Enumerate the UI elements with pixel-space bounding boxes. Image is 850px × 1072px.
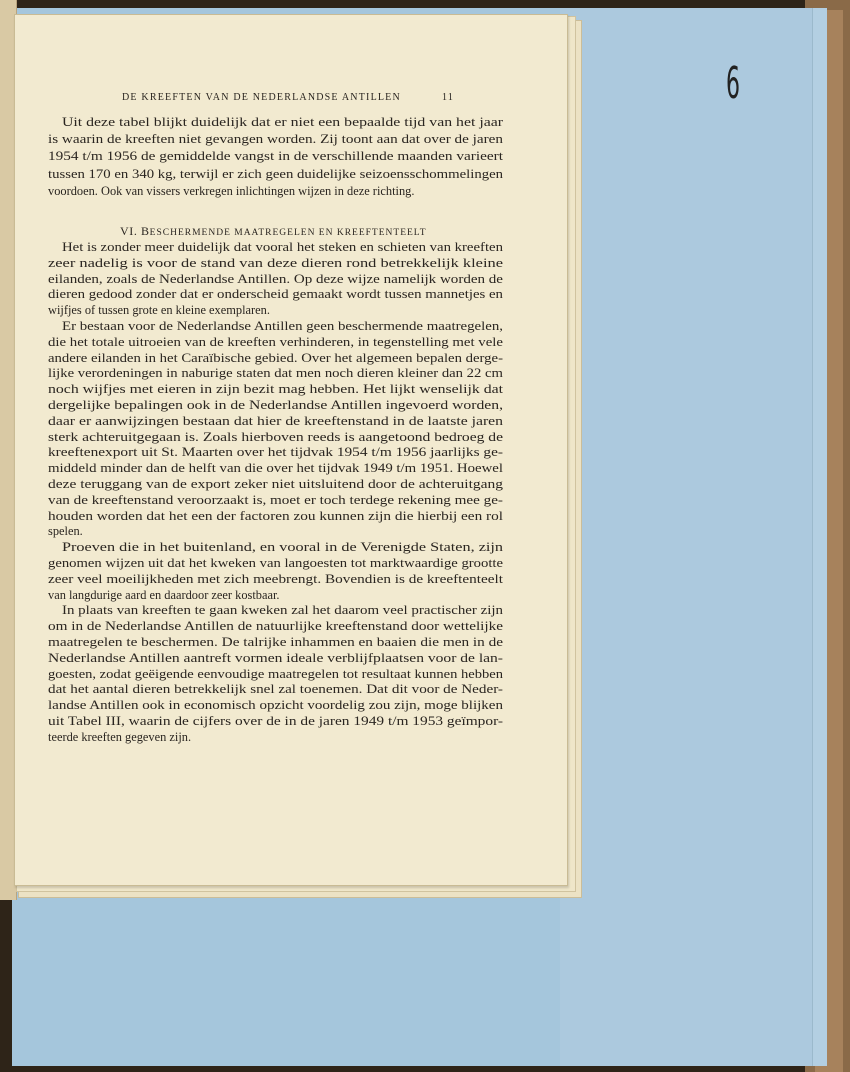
text-line: andere eilanden in het Caraïbische gebied. Over het algemeen bepalen derge-	[48, 350, 503, 365]
text-line: tussen 170 en 340 kg, terwijl er zich geen duidelijke seizoensschommelingen	[48, 166, 504, 181]
text-line: lijke verordeningen in naburige staten dat men noch dieren kleiner dan 22 cm	[48, 366, 503, 381]
text-line: Proeven die in het buitenland, en vooral in de Verenigde Staten, zijn	[62, 540, 503, 555]
section-heading	[120, 224, 427, 239]
section-heading-numeral: VI. B	[120, 224, 150, 238]
text-line: wijfjes of tussen grote en kleine exemplaren.	[48, 303, 270, 318]
text-line: landse Antillen ook in economisch opzicht voordelig zou zijn, moge blijken	[48, 698, 503, 713]
text-line: genomen wijzen uit dat het kweken van langoesten tot marktwaardige grootte	[48, 556, 504, 570]
blue-folder-sheet-right	[560, 8, 822, 1066]
text-line: die het totale uitroeien van de kreeften verhinderen, in tegenstelling met vele	[48, 334, 504, 349]
text-line: In plaats van kreeften te gaan kweken zal het daarom veel practischer zijn	[62, 603, 504, 618]
text-line: 1954 t/m 1956 de gemiddelde vangst in de verschillende maanden varieert	[48, 149, 503, 164]
text-line: deze teruggang van de export zeker niet uitsluitend door de achteruitgang	[48, 477, 503, 491]
text-line: maatregelen te beschermen. De talrijke inhammen en baaien die men in de	[48, 635, 504, 649]
page-number: 11	[442, 92, 455, 103]
text-line: teerde kreeften gegeven zijn.	[48, 729, 192, 744]
text-line: sterk achteruitgegaan is. Zoals hierboven reeds is aangetoond bedroeg de	[48, 429, 504, 444]
running-header-title: DE KREEFTEN VAN DE NEDERLANDSE ANTILLEN	[122, 92, 401, 103]
text-line: uit Tabel III, waarin de cijfers over de in de jaren 1949 t/m 1953 geïmpor-	[48, 714, 504, 728]
text-line: goesten, zodat geëigende eenvoudige maatregelen tot resultaat kunnen hebben	[48, 666, 503, 681]
text-line: zeer nadelig is voor de stand van deze dieren rond betrekkelijk kleine	[48, 255, 503, 270]
text-line: dieren gedood zonder dat er onderscheid gemaakt wordt tussen mannetjes en	[48, 287, 503, 302]
text-line: dat het aantal dieren betrekkelijk snel zal toenemen. Dat dit voor de Neder-	[48, 682, 503, 697]
text-line: van langdurige aard en daardoor zeer kostbaar.	[48, 587, 280, 602]
text-line: noch wijfjes met eieren in zijn bezit mag hebben. Het lijkt wenselijk dat	[48, 382, 504, 397]
text-line: spelen.	[48, 524, 83, 539]
text-line: Nederlandse Antillen aantreft vormen ideale verblijfplaatsen voor de lan-	[48, 650, 504, 665]
text-line: zeer veel moeilijkheden met zich meebrengt. Bovendien is de kreeftenteelt	[48, 571, 503, 586]
text-line: voordoen. Ook van vissers verkregen inlichtingen wijzen in deze richting.	[48, 183, 415, 198]
text-line: Er bestaan voor de Nederlandse Antillen geen beschermende maatregelen,	[62, 319, 504, 333]
text-line: daar er aanwijzingen bestaan dat hier de kreeftenstand in de laatste jaren	[48, 413, 504, 428]
section-heading-title: ESCHERMENDE MAATREGELEN EN KREEFTENTEELT	[149, 228, 427, 238]
text-line: van de kreeftenstand veroorzaakt is, moet er toch terdege rekening mee ge-	[48, 492, 503, 507]
text-line: dergelijke bepalingen ook in de Nederlandse Antillen ingevoerd worden,	[48, 398, 504, 412]
text-line: middeld minder dan de helft van die over het tijdvak 1949 t/m 1951. Hoewel	[48, 461, 503, 476]
text-line: eilanden, zoals de Nederlandse Antillen. Op deze wijze namelijk worden de	[48, 271, 503, 286]
handwritten-page-number: 6	[726, 58, 740, 109]
text-line: houden worden dat het een der factoren zou kunnen zijn die hierbij een rol	[48, 508, 504, 523]
text-line: kreeftenexport uit St. Maarten over het tijdvak 1954 t/m 1956 jaarlijks ge-	[48, 445, 504, 460]
blue-folder-edge	[812, 8, 827, 1066]
text-line: is waarin de kreeften niet gevangen worden. Zij toont aan dat over de jaren	[48, 132, 503, 147]
text-line: Uit deze tabel blijkt duidelijk dat er niet een bepaalde tijd van het jaar	[62, 115, 504, 129]
text-line: om in de Nederlandse Antillen de natuurlijke kreeftenstand door wettelijke	[48, 619, 503, 634]
text-line: Het is zonder meer duidelijk dat vooral het steken en schieten van kreeften	[62, 240, 503, 254]
